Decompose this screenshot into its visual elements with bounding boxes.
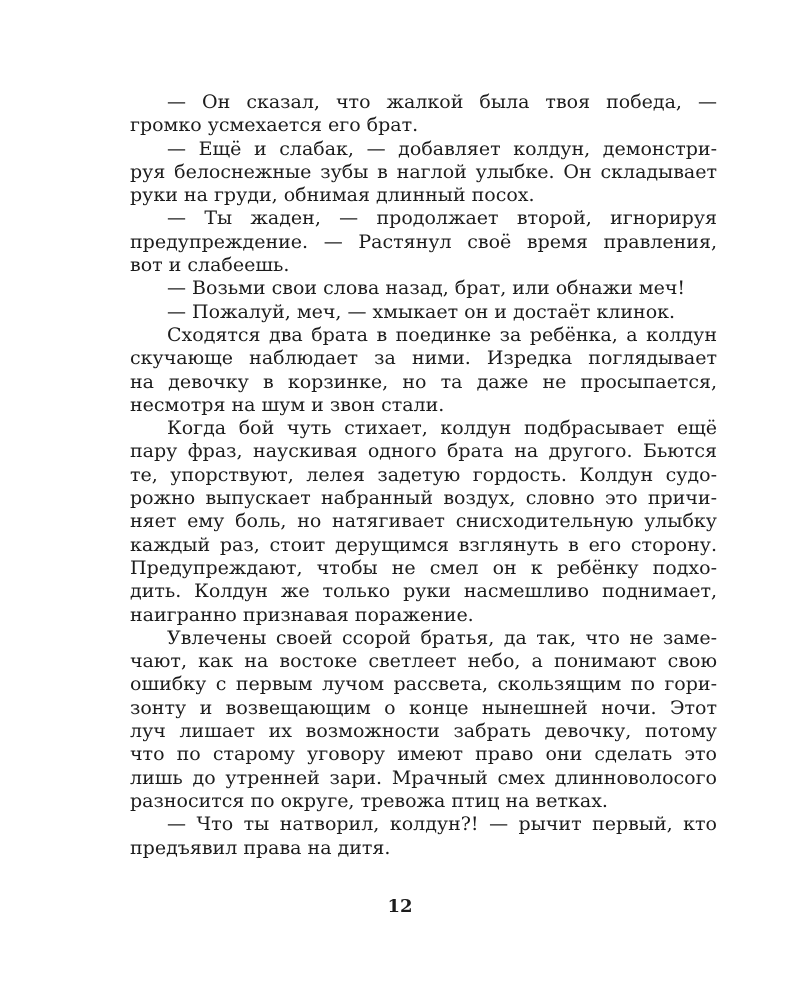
text-line: Когда бой чуть стихает, колдун подбрасывает ещё [167, 417, 717, 440]
text-line: те, упорствуют, лелея задетую гордость. Колдун судо- [130, 463, 717, 486]
text-line: что по старому уговору имеют право они сделать это [130, 743, 717, 766]
text-line: луч лишает их возможности забрать девочку, потому [130, 720, 717, 743]
text-line: руя белоснежные зубы в наглой улыбке. Он складывает [130, 160, 717, 183]
text-line: наигранно признавая поражение. [130, 603, 474, 626]
text-line: Предупреждают, чтобы не смел он к ребёнку подхо- [130, 556, 717, 579]
text-line: чают, как на востоке светлеет небо, а понимают свою [130, 650, 717, 673]
text-line: громко усмехается его брат. [130, 114, 419, 137]
text-line: на девочку в корзинке, но та даже не просыпается, [130, 370, 717, 393]
text-line: Увлечены своей ссорой братья, да так, что не заме- [167, 626, 717, 649]
text-line: рожно выпускает набранный воздух, словно это причи- [130, 487, 717, 510]
text-line: каждый раз, стоит дерущимся взглянуть в его сторону. [130, 533, 717, 556]
text-line: — Что ты натворил, колдун?! — рычит первый, кто [167, 813, 717, 836]
page-number: 12 [387, 896, 413, 917]
text-line: пару фраз, наускивая одного брата на другого. Бьются [130, 440, 717, 463]
text-line: разносится по округе, тревожа птиц на ветках. [130, 789, 608, 812]
text-line: — Возьми свои слова назад, брат, или обнажи меч! [167, 277, 686, 300]
text-line: ошибку с первым лучом рассвета, скользящим по гори- [130, 673, 717, 696]
text-line: руки на груди, обнимая длинный посох. [130, 184, 535, 207]
text-line: — Ты жаден, — продолжает второй, игнорируя [167, 207, 717, 230]
text-line: — Пожалуй, меч, — хмыкает он и достаёт клинок. [167, 300, 676, 323]
text-line: скучающе наблюдает за ними. Изредка поглядывает [130, 347, 717, 370]
text-line: вот и слабеешь. [130, 254, 290, 277]
text-line: — Он сказал, что жалкой была твоя победа, — [167, 91, 717, 113]
text-line: Сходятся два брата в поединке за ребёнка, а колдун [167, 323, 717, 346]
text-line: дить. Колдун же только руки насмешливо поднимает, [130, 580, 717, 603]
book-page-text [130, 91, 717, 860]
text-line: зонту и возвещающим о конце нынешней ночи. Этот [130, 696, 717, 719]
text-line: — Ещё и слабак, — добавляет колдун, демонстри- [167, 137, 717, 160]
text-line: несмотря на шум и звон стали. [130, 393, 445, 416]
text-line: предъявил права на дитя. [130, 836, 391, 859]
text-line: предупреждение. — Растянул своё время правления, [130, 230, 717, 253]
text-line: лишь до утренней зари. Мрачный смех длинноволосого [130, 766, 717, 789]
text-line: няет ему боль, но натягивает снисходительную улыбку [130, 510, 717, 533]
